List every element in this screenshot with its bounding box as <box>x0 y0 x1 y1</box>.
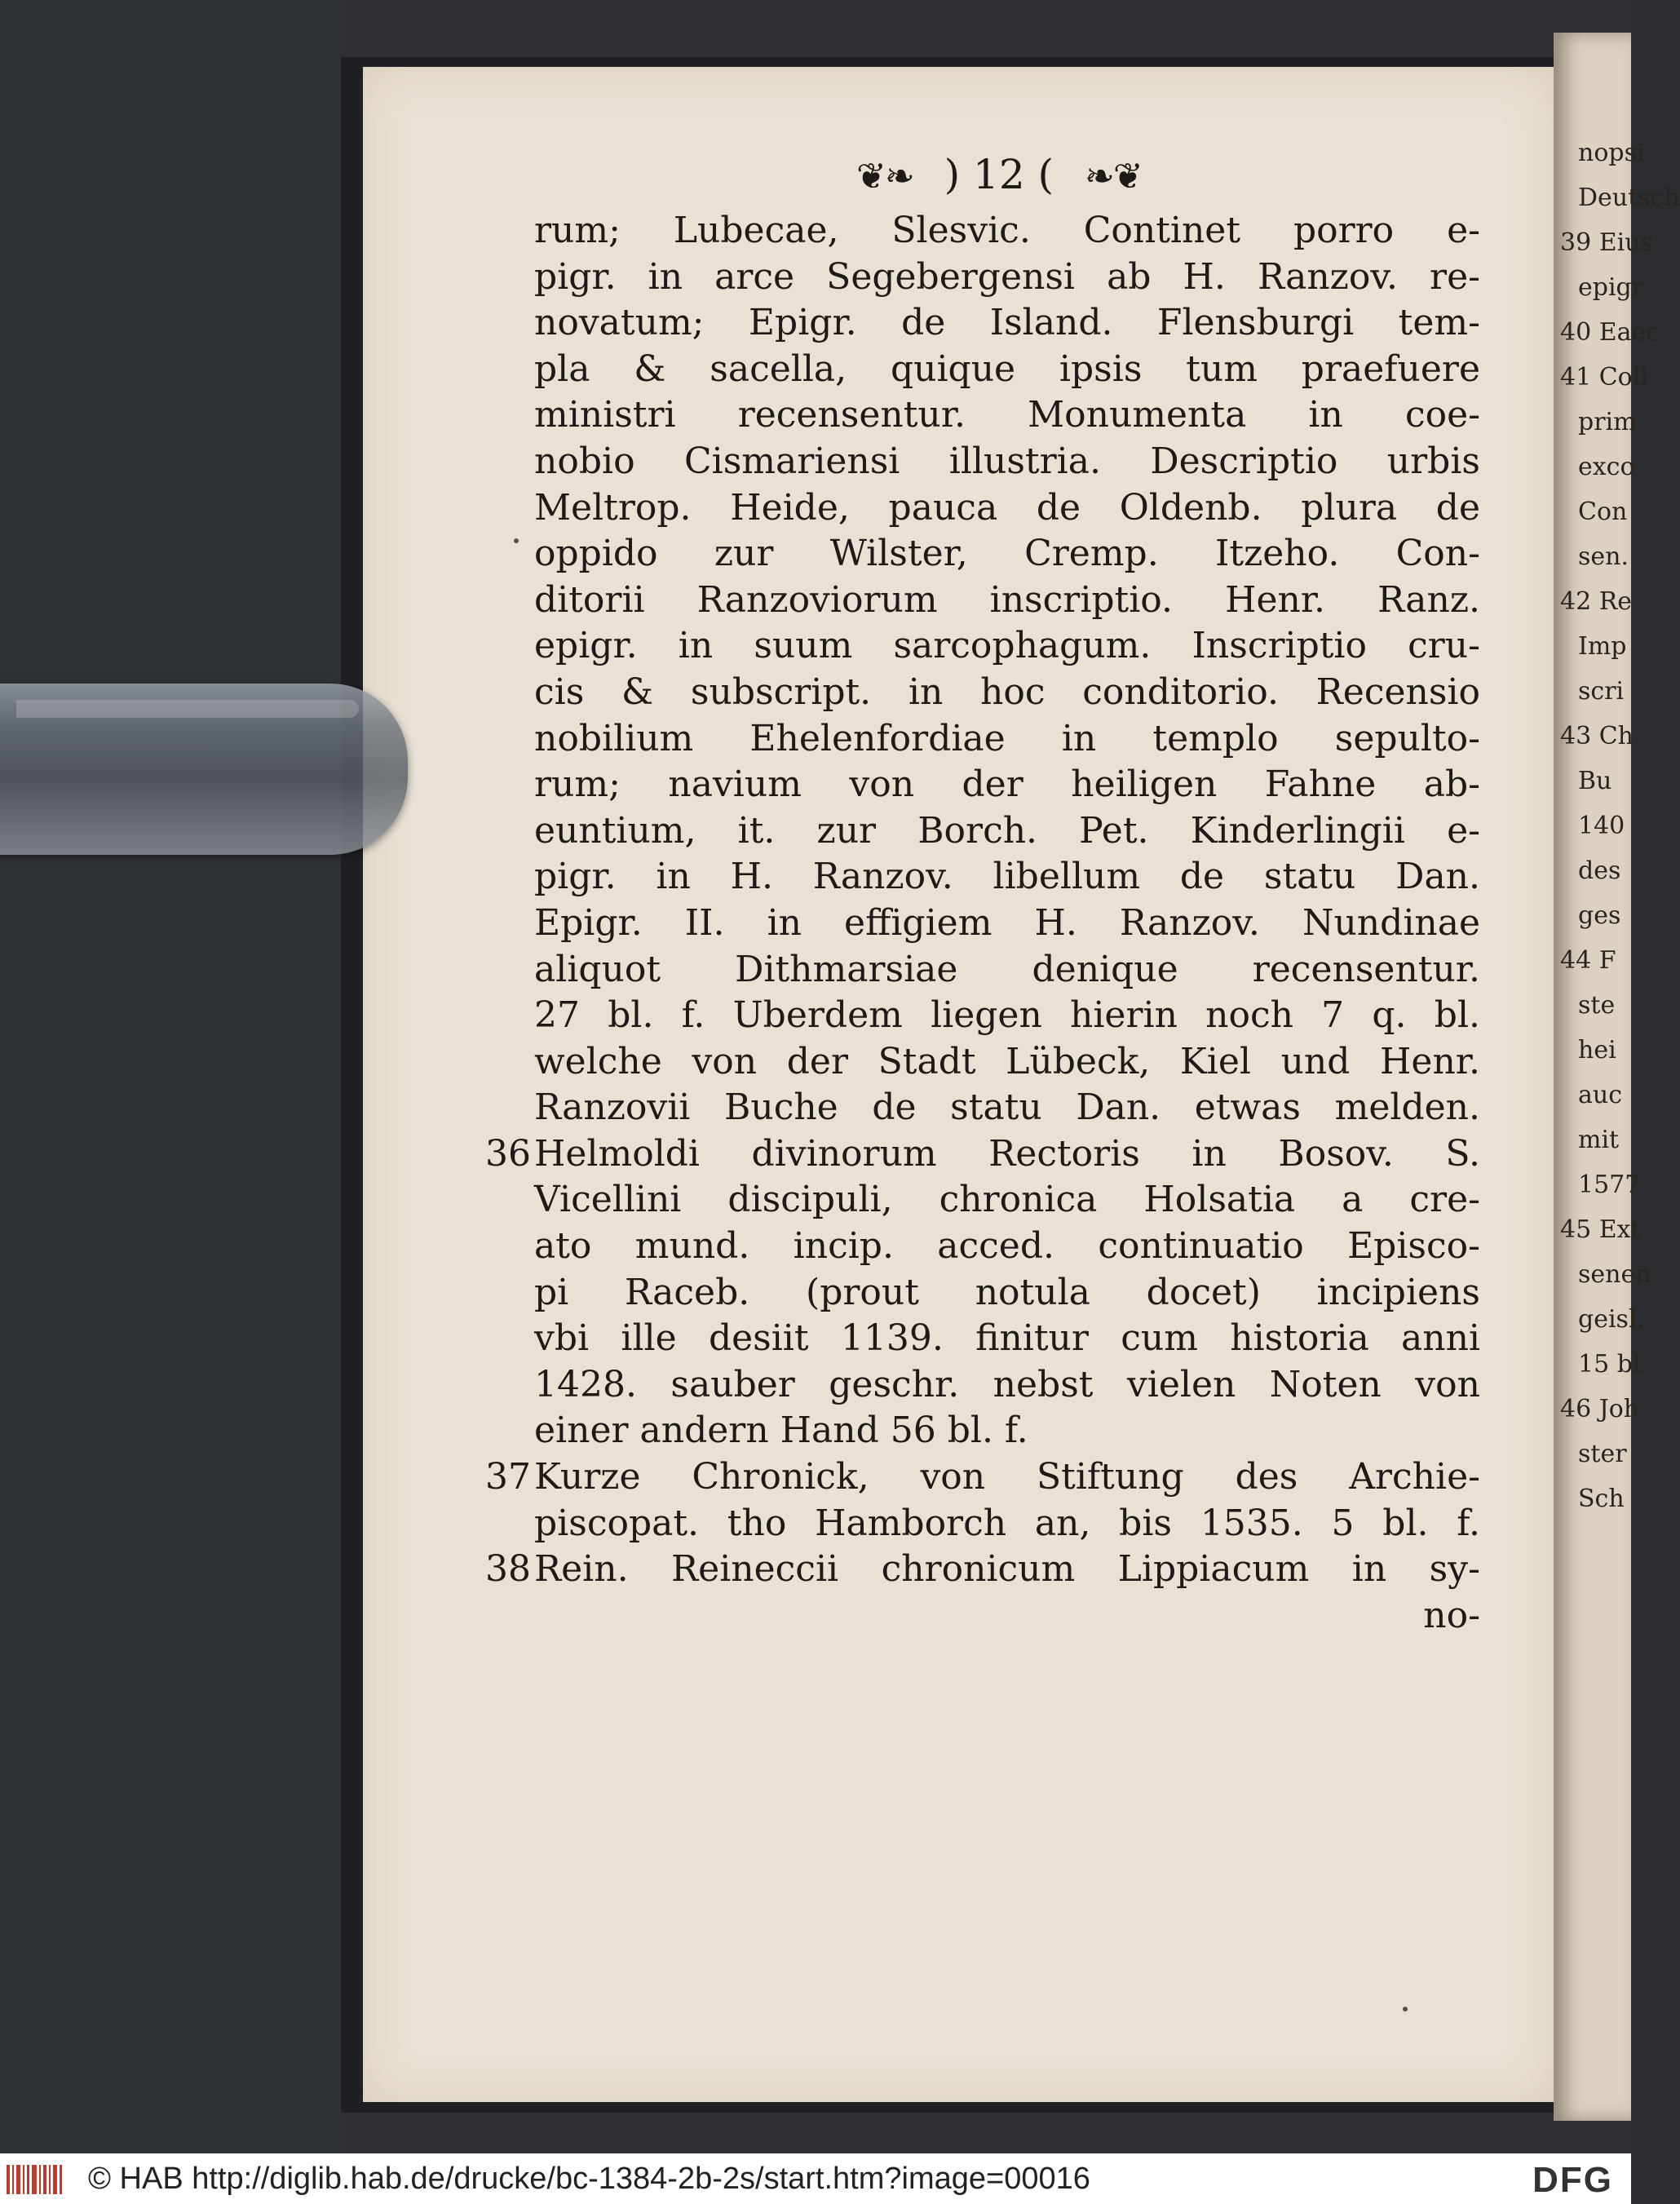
adjacent-line: 46 Joh <box>1560 1395 1640 1423</box>
adjacent-line: ster <box>1578 1440 1627 1468</box>
adjacent-line: nopsi <box>1578 139 1645 167</box>
text-line: epigr. in suum sarcophagum. Inscriptio cru- <box>534 625 1480 667</box>
adjacent-line: hei <box>1578 1036 1616 1064</box>
adjacent-line: 41 Coll <box>1560 363 1648 392</box>
adjacent-line: sen. <box>1578 542 1629 571</box>
text-line: euntium, it. zur Borch. Pet. Kinderlingii e- <box>534 809 1480 852</box>
text-line: nobio Cismariensi illustria. Descriptio urbis <box>534 440 1480 482</box>
adjacent-line: epigr. <box>1578 273 1649 302</box>
entry-number: 38 <box>485 1548 531 1591</box>
text-line: pla & sacella, quique ipsis tum praefuere <box>534 347 1480 390</box>
adjacent-line: Imp <box>1578 632 1627 661</box>
barcode-icon <box>7 2165 64 2194</box>
text-line: nobilium Ehelenfordiae in templo sepulto- <box>534 717 1480 759</box>
text-line: welche von der Stadt Lübeck, Kiel und Henr. <box>534 1040 1480 1082</box>
catchword: no- <box>1423 1594 1480 1636</box>
source-link[interactable]: © HAB http://diglib.hab.de/drucke/bc-1384-2b-2s/start.htm?image=00016 <box>88 2162 1090 2196</box>
adjacent-line: prim <box>1578 408 1637 436</box>
text-line: pigr. in arce Segebergensi ab H. Ranzov. re- <box>534 255 1480 298</box>
text-line: vbi ille desiit 1139. finitur cum historia anni <box>534 1317 1480 1360</box>
text-line: Rein. Reineccii chronicum Lippiacum in sy- <box>534 1548 1480 1591</box>
text-line: ato mund. incip. acced. continuatio Episco- <box>534 1225 1480 1268</box>
text-line: oppido zur Wilster, Cremp. Itzeho. Con- <box>534 533 1480 575</box>
text-line: Vicellini discipuli, chronica Holsatia a cre- <box>534 1179 1480 1221</box>
text-line: Helmoldi divinorum Rectoris in Bosov. S. <box>534 1132 1480 1175</box>
entry-36 <box>485 1131 1480 1178</box>
text-line: cis & subscript. in hoc conditorio. Recensio <box>534 670 1480 713</box>
page-number: ) 12 ( <box>944 151 1054 198</box>
adjacent-line: 42 Re <box>1560 587 1633 616</box>
text-line: ditorii Ranzoviorum inscriptio. Henr. Ranz. <box>534 578 1480 621</box>
adjacent-line: Deutsch <box>1578 184 1680 212</box>
adjacent-line: scri <box>1578 677 1625 706</box>
dfg-logo: DFG <box>1532 2160 1613 2200</box>
text-line: aliquot Dithmarsiae denique recensentur. <box>534 948 1480 990</box>
adjacent-line: 140 <box>1578 812 1625 840</box>
adjacent-page-fragment <box>1554 33 1680 2121</box>
adjacent-line: 44 F <box>1560 946 1616 975</box>
text-line: 1428. sauber geschr. nebst vielen Noten von <box>534 1363 1480 1405</box>
adjacent-line: 45 Ext <box>1560 1215 1641 1244</box>
text-line: rum; navium von der heiligen Fahne ab- <box>534 763 1480 806</box>
adjacent-line: des <box>1578 856 1621 885</box>
text-line: Meltrop. Heide, pauca de Oldenb. plura de <box>534 486 1480 529</box>
entry-37 <box>485 1454 1480 1501</box>
adjacent-line: ges <box>1578 901 1621 930</box>
adjacent-line: ste <box>1578 991 1616 1020</box>
adjacent-line: 15 bl. <box>1578 1350 1649 1379</box>
adjacent-line: Sch <box>1578 1485 1625 1513</box>
left-book-board <box>0 0 343 2153</box>
text-line: pi Raceb. (prout notula docet) incipiens <box>534 1271 1480 1313</box>
adjacent-line: 40 Eaec <box>1560 318 1660 347</box>
entry-number: 36 <box>485 1132 531 1175</box>
clamp-highlight <box>16 700 359 718</box>
text-line: Ranzovii Buche de statu Dan. etwas melden. <box>534 1087 1480 1129</box>
text-line: piscopat. tho Hamborch an, bis 1535. 5 bl. f. <box>534 1502 1480 1544</box>
adjacent-line: 1577 <box>1578 1171 1641 1199</box>
glass-page-clamp <box>0 684 408 855</box>
text-line: novatum; Epigr. de Island. Flensburgi tem- <box>534 302 1480 344</box>
text-line: pigr. in H. Ranzov. libellum de statu Dan. <box>534 856 1480 898</box>
adjacent-line: Bu <box>1578 767 1612 795</box>
adjacent-line: Con <box>1578 498 1628 526</box>
page-body <box>485 208 1480 1639</box>
text-line: ministri recensentur. Monumenta in coe- <box>534 394 1480 436</box>
adjacent-line: exco <box>1578 453 1635 481</box>
adjacent-line: 43 Ch <box>1560 722 1634 750</box>
adjacent-line: 39 Eius <box>1560 228 1653 257</box>
text-line: Epigr. II. in effigiem H. Ranzov. Nundinae <box>534 901 1480 944</box>
ornament-left-icon: ❦❧ <box>856 156 913 197</box>
text-line: 27 bl. f. Uberdem liegen hierin noch 7 q. bl. <box>534 994 1480 1037</box>
running-header <box>856 151 1199 200</box>
adjacent-line: mit <box>1578 1126 1620 1154</box>
entry-38 <box>485 1547 1480 1593</box>
text-line: einer andern Hand 56 bl. f. <box>534 1410 1028 1452</box>
entry-number: 37 <box>485 1456 531 1498</box>
ink-speck <box>1403 2007 1408 2011</box>
adjacent-line: senen <box>1578 1260 1651 1289</box>
ink-speck <box>514 538 519 543</box>
footer-bar <box>0 2153 1631 2204</box>
text-line: Kurze Chronick, von Stiftung des Archie- <box>534 1456 1480 1498</box>
text-line: rum; Lubecae, Slesvic. Continet porro e- <box>534 210 1480 251</box>
adjacent-line: auc <box>1578 1081 1623 1109</box>
ornament-right-icon: ❧❦ <box>1084 156 1142 197</box>
adjacent-line: geisl. <box>1578 1305 1645 1334</box>
